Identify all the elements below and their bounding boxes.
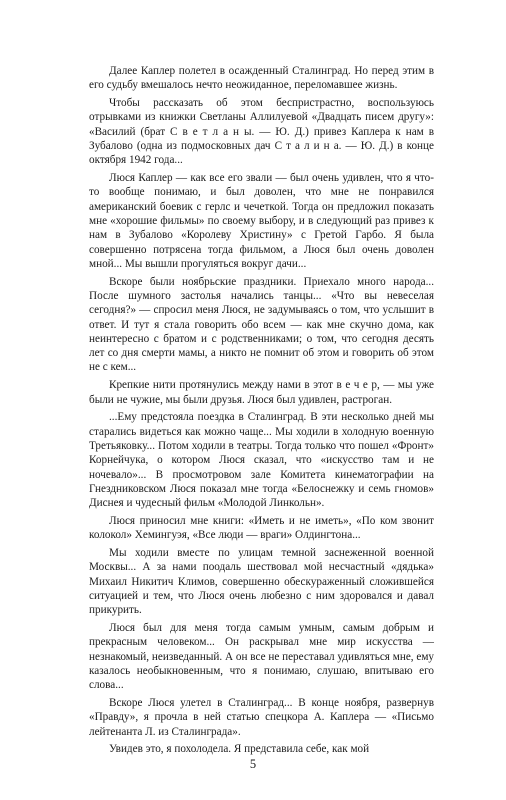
paragraph: Люся был для меня тогда самым умным, самым добрым и прекрасным человеком... Он раскрывал мне мир искусства — незнакомый, неизведанный. А он все не переставал удивляться мне, ему казалось необыкновенным, что я понимаю, слушаю, впитываю его слова...: [89, 621, 435, 692]
paragraph: Чтобы рассказать об этом беспристрастно, воспользуюсь отрывками из книжки Светланы Аллилуевой «Двадцать писем другу»: «Василий (брат С в е т л а н ы. — Ю. Д.) привез Каплера к нам в Зубалово (одна из подмосковных дач С т а л и н а. — Ю. Д.) в конце октября 1942 года...: [89, 97, 434, 167]
page-body: [89, 64, 434, 760]
page-number: 5: [249, 757, 257, 771]
paragraph: Вскоре были ноябрьские праздники. Приехало много народа... После шумного застолья начались танцы... «Что вы невеселая сегодня?» — спросил меня Люся, не задумываясь о том, что услышит в ответ. И тут я стала говорить обо всем — как мне скучно дома, как неинтересно с братом и с родственниками; о том, что сегодня десять лет со дня смерти мамы, а никто не помнит об этом и говорить об этом не с кем...: [89, 275, 434, 374]
paragraph: Люся Каплер — как все его звали — был очень удивлен, что я что-то вообще понимаю, и был доволен, что мне не понравился американский боевик с герлс и чечеткой. Тогда он предложил показать мне «хорошие фильмы» по своему выбору, и в следующий раз привез к нам в Зубалово «Королеву Христину» с Гретой Гарбо. Я была совершенно потрясена тогда фильмом, а Люся был очень доволен мной... Мы вышли прогуляться вокруг дачи...: [89, 172, 434, 270]
paragraph: Увидев это, я похолодела. Я представила себе, как мой: [109, 743, 370, 756]
paragraph: Далее Каплер полетел в осажденный Сталинград. Но перед этим в его судьбу вмешалось нечто неожиданное, переломавшее жизнь.: [89, 65, 434, 92]
paragraph: ...Ему предстояла поездка в Сталинград. В эти несколько дней мы старались видеться как можно чаще... Мы ходили в холодную военную Третьяковку... Потом ходили в театры. Тогда только что пошел «Фронт» Корнейчука, о котором Люся сказал, что «искусство там и не ночевало»... В просмотровом зале Комитета кинематографии на Гнездниковском Люся показал мне тогда «Белоснежку и семь гномов» Диснея и чудесный фильм «Молодой Линкольн».: [89, 411, 434, 510]
paragraph: Вскоре Люся улетел в Сталинград... В конце ноября, развернув «Правду», я прочла в ней статью спецкора А. Каплера — «Письмо лейтенанта Л. из Сталинграда».: [89, 696, 434, 738]
paragraph: Мы ходили вместе по улицам темной заснеженной военной Москвы... А за нами поодаль шествовал мой несчастный «дядька» Михаил Никитич Климов, совершенно обескураженный сложившейся ситуацией и тем, что Люся очень любезно с ним здоровался и давал прикурить.: [89, 547, 434, 617]
paragraph: Крепкие нити протянулись между нами в этот в е ч е р, — мы уже были не чужие, мы были друзья. Люся был удивлен, растроган.: [89, 379, 434, 406]
paragraph: Люся приносил мне книги: «Иметь и не иметь», «По ком звонит колокол» Хемингуэя, «Все люди — враги» Олдингтона...: [89, 514, 434, 542]
